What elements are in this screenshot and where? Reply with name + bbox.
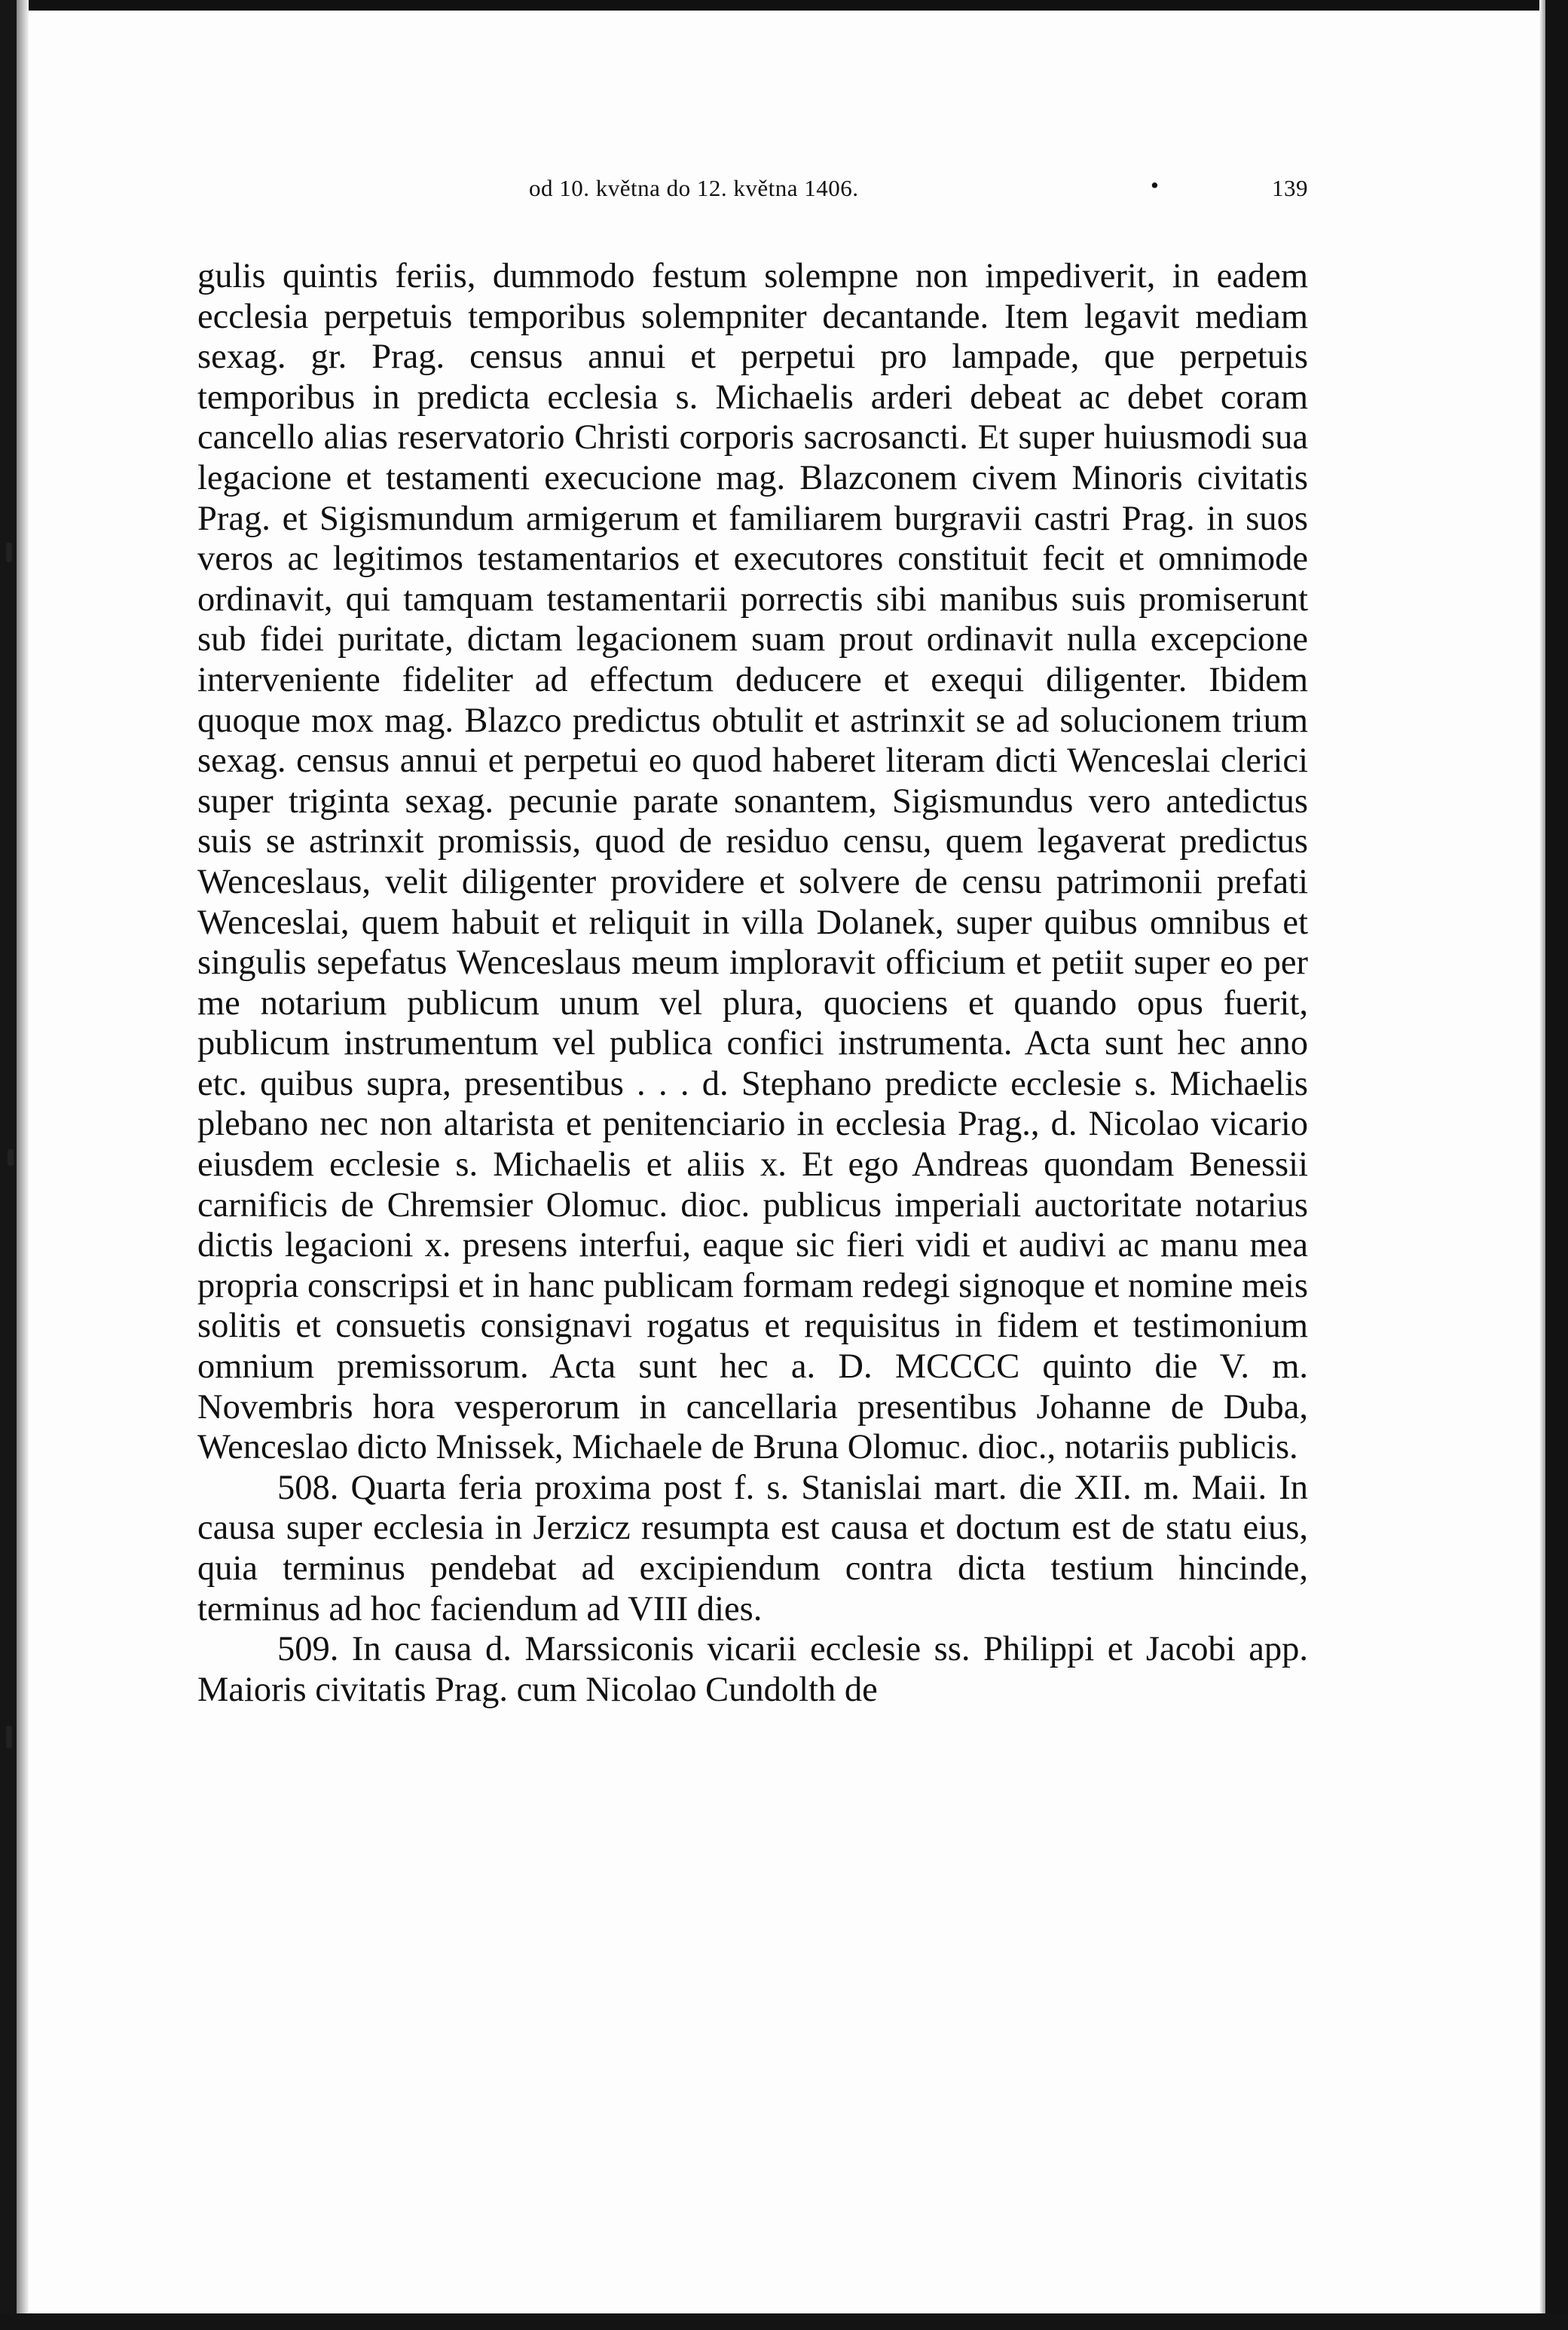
scan-border-top: [0, 0, 1568, 11]
scan-border-right: [1545, 0, 1568, 2330]
page-number: 139: [1272, 175, 1308, 201]
paragraph-entry-509: 509. In causa d. Marssiconis vicarii ecclesie ss. Philippi et Jacobi app. Maioris civitatis Prag. cum Nicolao Cundolth de: [197, 1630, 1308, 1709]
running-head: [197, 172, 1308, 208]
scan-edge-mark: [6, 543, 12, 562]
running-head-mark: •: [1151, 172, 1160, 198]
running-head-title: od 10. května do 12. května 1406.: [529, 175, 859, 201]
scan-border-bottom: [0, 2313, 1568, 2330]
paragraph-continuation: gulis quintis feriis, dummodo festum solempne non impediverit, in eadem ecclesia perpetuis temporibus solempniter decantande. Item legavit mediam sexag. gr. Prag. census annui et perpetui pro lampade, que perpetuis temporibus in predicta ecclesia s. Michaelis arderi debeat ac debet coram cancello alias reservatorio Christi corporis sacrosancti. Et super huiusmodi sua legacione et testamenti execucione mag. Blazconem civem Minoris civitatis Prag. et Sigismundum armigerum et familiarem burgravii castri Prag. in suos veros ac legitimos testamentarios et executores constituit fecit et omnimode ordinavit, qui tamquam testamentarii porrectis sibi manibus suis promiserunt sub fidei puritate, dictam legacionem suam prout ordinavit nulla excepcione interveniente fideliter ad effectum deducere et exequi diligenter. Ibidem quoque mox mag. Blazco predictus obtulit et astrinxit se ad solucionem trium sexag. census annui et perpetui eo quod haberet literam dicti Wenceslai clerici super triginta sexag. pecunie parate sonantem, Sigismundus vero antedictus suis se astrinxit promissis, quod de residuo censu, quem legaverat predictus Wenceslaus, velit diligenter providere et solvere de censu patrimonii prefati Wenceslai, quem habuit et reliquit in villa Dolanek, super quibus omnibus et singulis sepefatus Wenceslaus meum imploravit officium et petiit super eo per me notarium publicum unum vel plura, quociens et quando opus fuerit, publicum instrumentum vel publica confici instrumenta. Acta sunt hec anno etc. quibus supra, presentibus . . . d. Stephano predicte ecclesie s. Michaelis plebano nec non altarista et penitenciario in ecclesia Prag., d. Nicolao vicario eiusdem ecclesie s. Michaelis et aliis x. Et ego Andreas quondam Benessii carnificis de Chremsier Olomuc. dioc. publicus imperiali auctoritate notarius dictis legacioni x. presens interfui, eaque sic fieri vidi et audivi ac manu mea propria conscripsi et in hanc publicam formam redegi signoque et nomine meis solitis et consuetis consignavi rogatus et requisitus in fidem et testimonium omnium premissorum. Acta sunt hec a. D. MCCCC quinto die V. m. Novembris hora vesperorum in cancellaria presentibus Johanne de Duba, Wenceslao dicto Mnissek, Michaele de Bruna Olomuc. dioc., notariis publicis.: [197, 257, 1308, 1467]
body-text: [197, 256, 1308, 1710]
scan-edge-mark: [6, 1726, 12, 1748]
scan-edge-mark: [8, 1149, 14, 1166]
scan-shadow-left: [17, 0, 29, 2330]
paragraph-entry-508: 508. Quarta feria proxima post f. s. Stanislai mart. die XII. m. Maii. In causa super ecclesia in Jerzicz resumpta est causa et doctum est de statu eius, quia terminus pendebat ad excipiendum contra dicta testium hincinde, terminus ad hoc faciendum ad VIII dies.: [197, 1468, 1308, 1628]
scan-shadow-right: [1539, 0, 1545, 2330]
